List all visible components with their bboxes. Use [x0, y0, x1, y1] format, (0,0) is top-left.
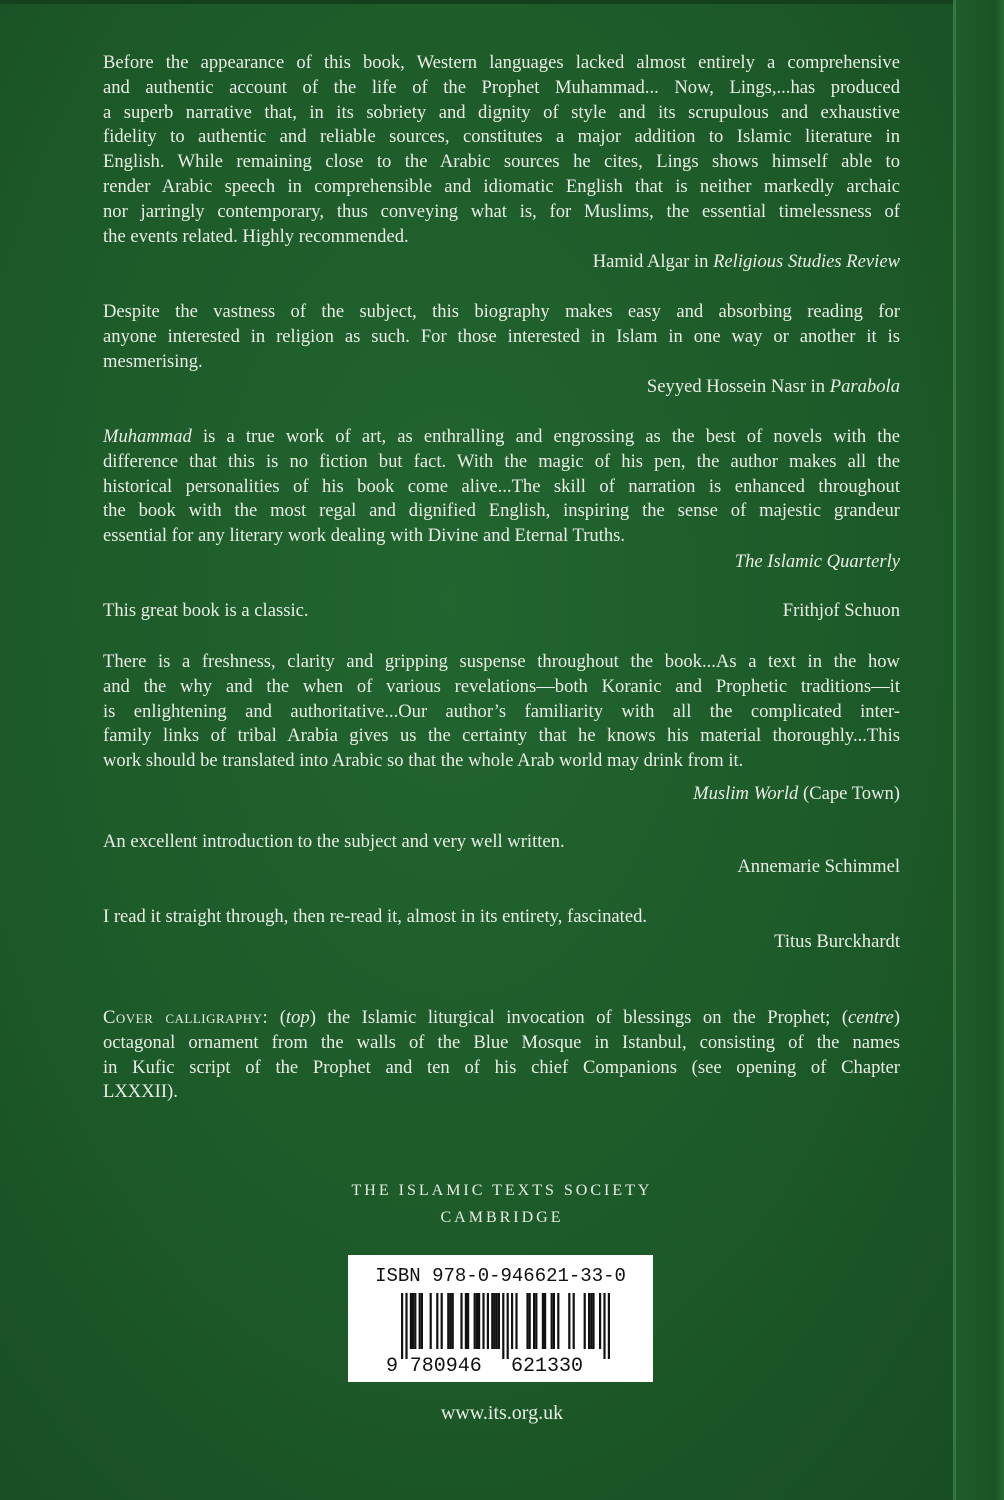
quote-attribution	[593, 250, 900, 275]
barcode-bar	[511, 1293, 513, 1349]
quote-line: is enlightening and authoritative...Our author’s familiarity with all the complicated inter-	[103, 700, 900, 722]
text-run: The Islamic Quarterly	[734, 551, 900, 572]
quote-line: a superb narrative that, in its sobriety and dignity of style and its scrupulous and exhaustive	[103, 101, 900, 123]
text-run: Parabola	[829, 376, 900, 397]
barcode-bar	[430, 1293, 432, 1349]
barcode-bar	[436, 1293, 438, 1349]
barcode-bar	[584, 1293, 586, 1349]
barcode-bar	[478, 1293, 480, 1349]
barcode-bar	[476, 1293, 478, 1349]
quote-line: family links of tribal Arabia gives us the certainty that he knows his material thoroughly...This	[103, 725, 900, 747]
text-run: Religious Studies Review	[713, 251, 900, 272]
isbn-label: ISBN 978-0-946621-33-0	[375, 1265, 626, 1287]
barcode-bar	[460, 1293, 462, 1349]
barcode-bar	[447, 1293, 449, 1349]
barcode-bar	[542, 1293, 544, 1349]
publisher-name: THE ISLAMIC TEXTS SOCIETY	[351, 1182, 653, 1199]
barcode-bar	[410, 1293, 412, 1349]
quote-line: in Kufic script of the Prophet and ten of his chief Companions (see opening of Chapter	[103, 1056, 900, 1078]
quote-line: difference that this is no fiction but fact. With the magic of his pen, the author makes all the	[103, 450, 900, 472]
barcode-bar	[449, 1293, 451, 1349]
quote-line: Before the appearance of this book, Western languages lacked almost entirely a comprehensive	[103, 52, 900, 73]
quote-paragraph	[103, 905, 900, 930]
text-run: Annemarie Schimmel	[737, 856, 900, 877]
barcode-bar	[535, 1293, 537, 1349]
barcode-bar	[515, 1293, 517, 1349]
quote-line: nor jarringly contemporary, thus conveying what is, for Muslims, the essential timelessness of	[103, 200, 900, 222]
barcode-bar	[608, 1293, 610, 1359]
top-edge	[0, 0, 1004, 4]
barcode-bar	[405, 1293, 407, 1359]
barcode-bar	[592, 1293, 594, 1349]
website-link[interactable]: www.its.org.uk	[440, 1402, 564, 1424]
text-run: (Cape Town)	[798, 783, 900, 804]
barcode-bar	[412, 1293, 414, 1349]
barcode-bar	[482, 1293, 484, 1349]
quote-line: the events related. Highly recommended.	[103, 225, 409, 247]
barcode-bar	[544, 1293, 546, 1349]
barcode-bar	[414, 1293, 416, 1349]
quote-line: There is a freshness, clarity and gripping suspense throughout the book...As a text in the how	[103, 651, 900, 672]
quote-line: mesmerising.	[103, 350, 203, 372]
text-run: ) the Islamic liturgical invocation of blessings on the Prophet; (	[309, 1007, 849, 1028]
quote-attribution	[783, 599, 900, 624]
barcode-bar	[441, 1293, 443, 1349]
barcode-digits: 9	[386, 1355, 399, 1378]
quote-line: and the why and the when of various revelations—both Koranic and Prophetic traditions—it	[103, 675, 900, 697]
text-run: )	[893, 1007, 900, 1028]
quote-attribution	[647, 375, 900, 400]
barcode-bar	[474, 1293, 476, 1349]
quote-paragraph	[103, 650, 900, 774]
barcode-bar	[401, 1293, 403, 1359]
barcode-bar	[599, 1293, 601, 1349]
quote-attribution	[774, 930, 900, 955]
text-run: Seyyed Hossein Nasr in	[646, 376, 830, 397]
text-run: Hamid Algar in	[592, 251, 714, 272]
text-run: (	[268, 1007, 286, 1028]
barcode-bar	[526, 1293, 528, 1349]
text-run: Cover calligraphy:	[103, 1007, 269, 1028]
barcode-bar	[568, 1293, 570, 1349]
barcode-bar	[419, 1293, 421, 1349]
barcode-bar	[502, 1293, 504, 1359]
text-run: top	[285, 1007, 310, 1028]
barcode-bar	[603, 1293, 605, 1359]
barcode-bar	[421, 1293, 423, 1349]
text-run: Titus Burckhardt	[774, 931, 900, 952]
barcode-bar	[507, 1293, 509, 1359]
quote-line: fidelity to authentic and reliable sources, constitutes a major addition to Islamic literature in	[103, 126, 900, 148]
barcode-bar	[498, 1293, 500, 1349]
barcode	[386, 1293, 614, 1378]
quote-line	[103, 425, 900, 450]
text-run: is a true work of art, as enthralling and engrossing as the best of novels with the	[191, 426, 900, 447]
isbn-barcode-box	[348, 1255, 653, 1382]
text-run: Muhammad	[103, 426, 192, 447]
quote-attribution	[737, 855, 900, 880]
quote-line	[103, 1006, 900, 1031]
barcode-bar	[493, 1293, 495, 1349]
text-run: centre	[848, 1007, 894, 1028]
barcode-bar	[496, 1293, 498, 1349]
text-run: Muslim World	[693, 783, 799, 804]
barcode-digits: 621330	[511, 1355, 584, 1378]
quote-paragraph	[103, 599, 900, 624]
quote-paragraph	[103, 425, 900, 549]
publisher-city: CAMBRIDGE	[440, 1209, 564, 1226]
barcode-bar	[533, 1293, 535, 1349]
quote-line: the book with the most regal and dignified English, inspiring the sense of majestic grandeur	[103, 500, 900, 522]
barcode-bar	[452, 1293, 454, 1349]
quote-line: essential for any literary work dealing with Divine and Eternal Truths.	[103, 525, 626, 547]
barcode-bar	[573, 1293, 575, 1349]
text-run: Frithjof Schuon	[782, 600, 900, 621]
quote-paragraph	[103, 830, 900, 855]
barcode-bar	[551, 1293, 553, 1349]
barcode-digits: 780946	[409, 1355, 482, 1378]
quote-line: Despite the vastness of the subject, this biography makes easy and absorbing reading for	[103, 301, 900, 322]
quote-paragraph	[103, 300, 900, 374]
barcode-bar	[465, 1293, 467, 1349]
quote-line: I read it straight through, then re-read it, almost in its entirety, fascinated.	[103, 906, 648, 927]
quote-line: anyone interested in religion as such. For those interested in Islam in one way or another it is	[103, 325, 900, 347]
quote-line: This great book is a classic.	[103, 600, 309, 621]
quote-attribution	[693, 782, 900, 807]
barcode-bar	[467, 1293, 469, 1349]
barcode-bar	[487, 1293, 489, 1349]
barcode-bar	[529, 1293, 531, 1349]
quote-line: and authentic account of the life of the Prophet Muhammad... Now, Lings,...has produced	[103, 76, 900, 98]
barcode-bar	[557, 1293, 559, 1349]
barcode-bar	[588, 1293, 590, 1349]
spine-flap	[956, 0, 1004, 1500]
quote-line: English. While remaining close to the Arabic sources he cites, Lings shows himself able to	[103, 151, 900, 173]
quote-attribution	[735, 550, 900, 575]
quote-line: LXXXII).	[103, 1081, 178, 1103]
quote-line: render Arabic speech in comprehensible and idiomatic English that is neither markedly archaic	[103, 175, 900, 197]
barcode-bar	[553, 1293, 555, 1349]
quote-line: An excellent introduction to the subject and very well written.	[103, 831, 565, 852]
quote-line: historical personalities of his book come alive...The skill of narration is enhanced throughout	[103, 475, 900, 497]
quote-line: work should be translated into Arabic so that the whole Arab world may drink from it.	[103, 750, 744, 772]
barcode-bar	[491, 1293, 493, 1349]
barcode-bar	[590, 1293, 592, 1349]
quote-paragraph	[103, 1006, 900, 1105]
quote-paragraph	[103, 51, 900, 249]
quote-line: octagonal ornament from the walls of the Blue Mosque in Istanbul, consisting of the names	[103, 1031, 900, 1053]
